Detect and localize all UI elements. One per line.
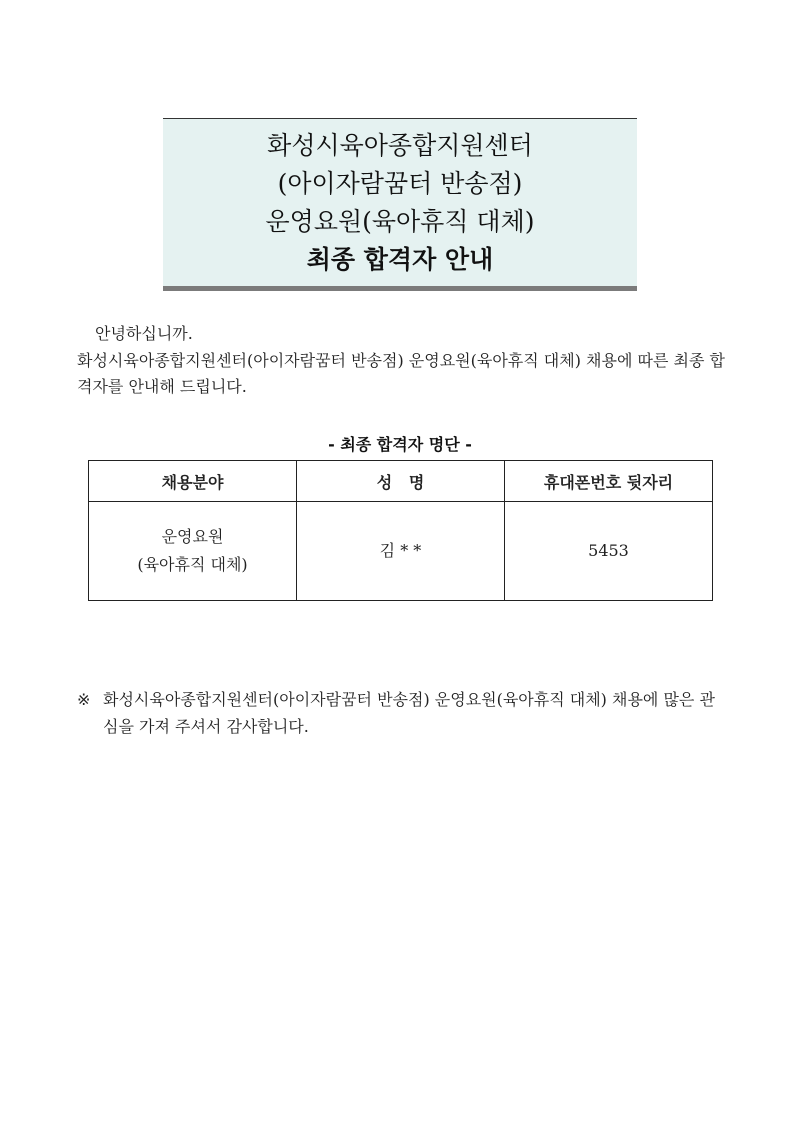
header-field: 채용분야 <box>89 461 297 502</box>
note-text: 화성시육아종합지원센터(아이자람꿈터 반송점) 운영요원(육아휴직 대체) 채용에 많은 관심을 가져 주셔서 감사합니다. <box>103 690 715 736</box>
table-header-row <box>89 461 713 502</box>
title-box <box>163 118 637 291</box>
intro-paragraph: 화성시육아종합지원센터(아이자람꿈터 반송점) 운영요원(육아휴직 대체) 채용에 따른 최종 합격자를 안내해 드립니다. <box>77 351 725 396</box>
header-phone: 휴대폰번호 뒷자리 <box>505 461 713 502</box>
closing-note <box>77 686 725 740</box>
cell-field <box>89 502 297 601</box>
cell-field-line-2: (육아휴직 대체) <box>137 555 248 574</box>
title-line-2: (아이자람꿈터 반송점) <box>277 168 523 198</box>
cell-phone: 5453 <box>505 502 713 601</box>
table-row <box>89 502 713 601</box>
note-mark: ※ <box>77 690 91 709</box>
cell-name: 김 * * <box>297 502 505 601</box>
greeting-text: 안녕하십니까. <box>95 324 193 343</box>
list-title: - 최종 합격자 명단 - <box>328 435 472 454</box>
title-line-4: 최종 합격자 안내 <box>306 244 494 274</box>
header-name: 성 명 <box>297 461 505 502</box>
title-line-1: 화성시육아종합지원센터 <box>267 130 533 160</box>
result-table <box>88 460 713 601</box>
cell-field-line-1: 운영요원 <box>161 527 224 546</box>
title-line-3: 운영요원(육아휴직 대체) <box>265 206 535 236</box>
